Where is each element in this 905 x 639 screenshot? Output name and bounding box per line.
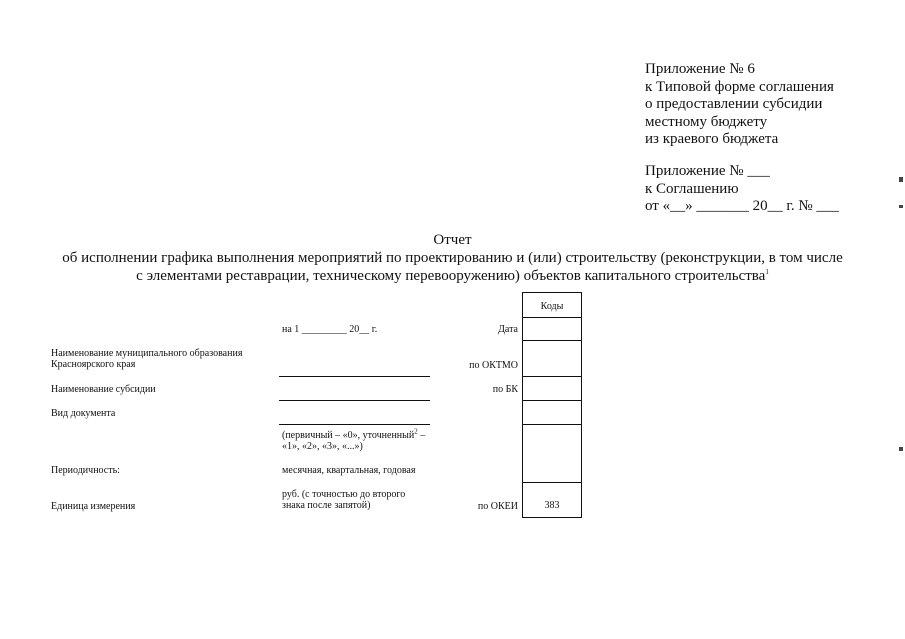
report-subtitle-text: с элементами реставрации, техническому перевооружению) объектов капитального строительства — [136, 268, 766, 284]
municipality-label-line2: Красноярского края — [51, 359, 136, 370]
subsidy-label: Наименование субсидии — [51, 384, 156, 395]
report-title: Отчет — [433, 232, 472, 248]
footnote-mark: 1 — [765, 268, 769, 276]
date-code-cell — [522, 317, 582, 341]
unit-value — [282, 489, 405, 511]
subsidy-fill-line — [279, 400, 430, 401]
doctype-code-cell — [522, 400, 582, 425]
okei-code-cell — [522, 482, 582, 518]
bk-code-cell — [522, 376, 582, 401]
scan-edge-mark — [899, 177, 903, 182]
agreement-appendix-block — [645, 163, 839, 216]
doc-type-hint-dash: – — [417, 430, 426, 441]
periodicity-label: Периодичность: — [51, 465, 120, 476]
agreement-appendix-line: от «__» _______ 20__ г. № ___ — [645, 198, 839, 214]
doc-type-footnote-mark: 2 — [414, 427, 418, 436]
as-of-date: на 1 _________ 20__ г. — [282, 324, 378, 335]
scan-edge-mark — [899, 205, 903, 208]
oktmo-code-cell — [522, 340, 582, 377]
date-label: Дата — [498, 324, 518, 335]
doc-type-hint — [282, 427, 426, 452]
unit-label: Единица измерения — [51, 501, 136, 512]
doc-type-fill-line — [279, 424, 430, 425]
unit-value-line1: руб. (с точностью до второго — [282, 489, 406, 500]
appendix-6-line: о предоставлении субсидии — [645, 96, 823, 112]
agreement-appendix-line: Приложение № ___ — [645, 163, 770, 179]
okei-code-value: 383 — [544, 500, 560, 511]
appendix-6-line: из краевого бюджета — [645, 131, 779, 147]
municipality-label-line1: Наименование муниципального образования — [51, 348, 243, 359]
doc-type-hint-line2: «1», «2», «3», «...») — [282, 441, 363, 452]
oktmo-label: по ОКТМО — [469, 360, 518, 371]
okei-label: по ОКЕИ — [477, 501, 518, 512]
appendix-6-line: к Типовой форме соглашения — [645, 78, 834, 95]
scan-edge-mark — [899, 447, 903, 451]
codes-header: Коды — [540, 301, 564, 312]
report-subtitle-line1: об исполнении графика выполнения мероприятий по проектированию и (или) строительству (реконструкции, в том числе — [62, 250, 843, 266]
municipality-label — [51, 348, 242, 370]
doc-type-hint-text: (первичный – «0», уточненный — [282, 430, 415, 441]
municipality-fill-line — [279, 376, 430, 377]
appendix-6-line: Приложение № 6 — [645, 61, 755, 77]
doc-type-label: Вид документа — [51, 408, 116, 419]
periodicity-value: месячная, квартальная, годовая — [282, 465, 416, 476]
report-subtitle-line2 — [0, 267, 905, 285]
bk-label: по БК — [492, 384, 518, 395]
appendix-6-block — [645, 61, 834, 149]
agreement-appendix-line: к Соглашению — [645, 180, 739, 197]
appendix-6-line: местному бюджету — [645, 113, 768, 130]
doc-type-hint-line1 — [282, 427, 426, 441]
unit-value-line2: знака после запятой) — [282, 500, 371, 511]
periodicity-code-cell — [522, 424, 582, 483]
codes-header-cell — [522, 292, 582, 318]
